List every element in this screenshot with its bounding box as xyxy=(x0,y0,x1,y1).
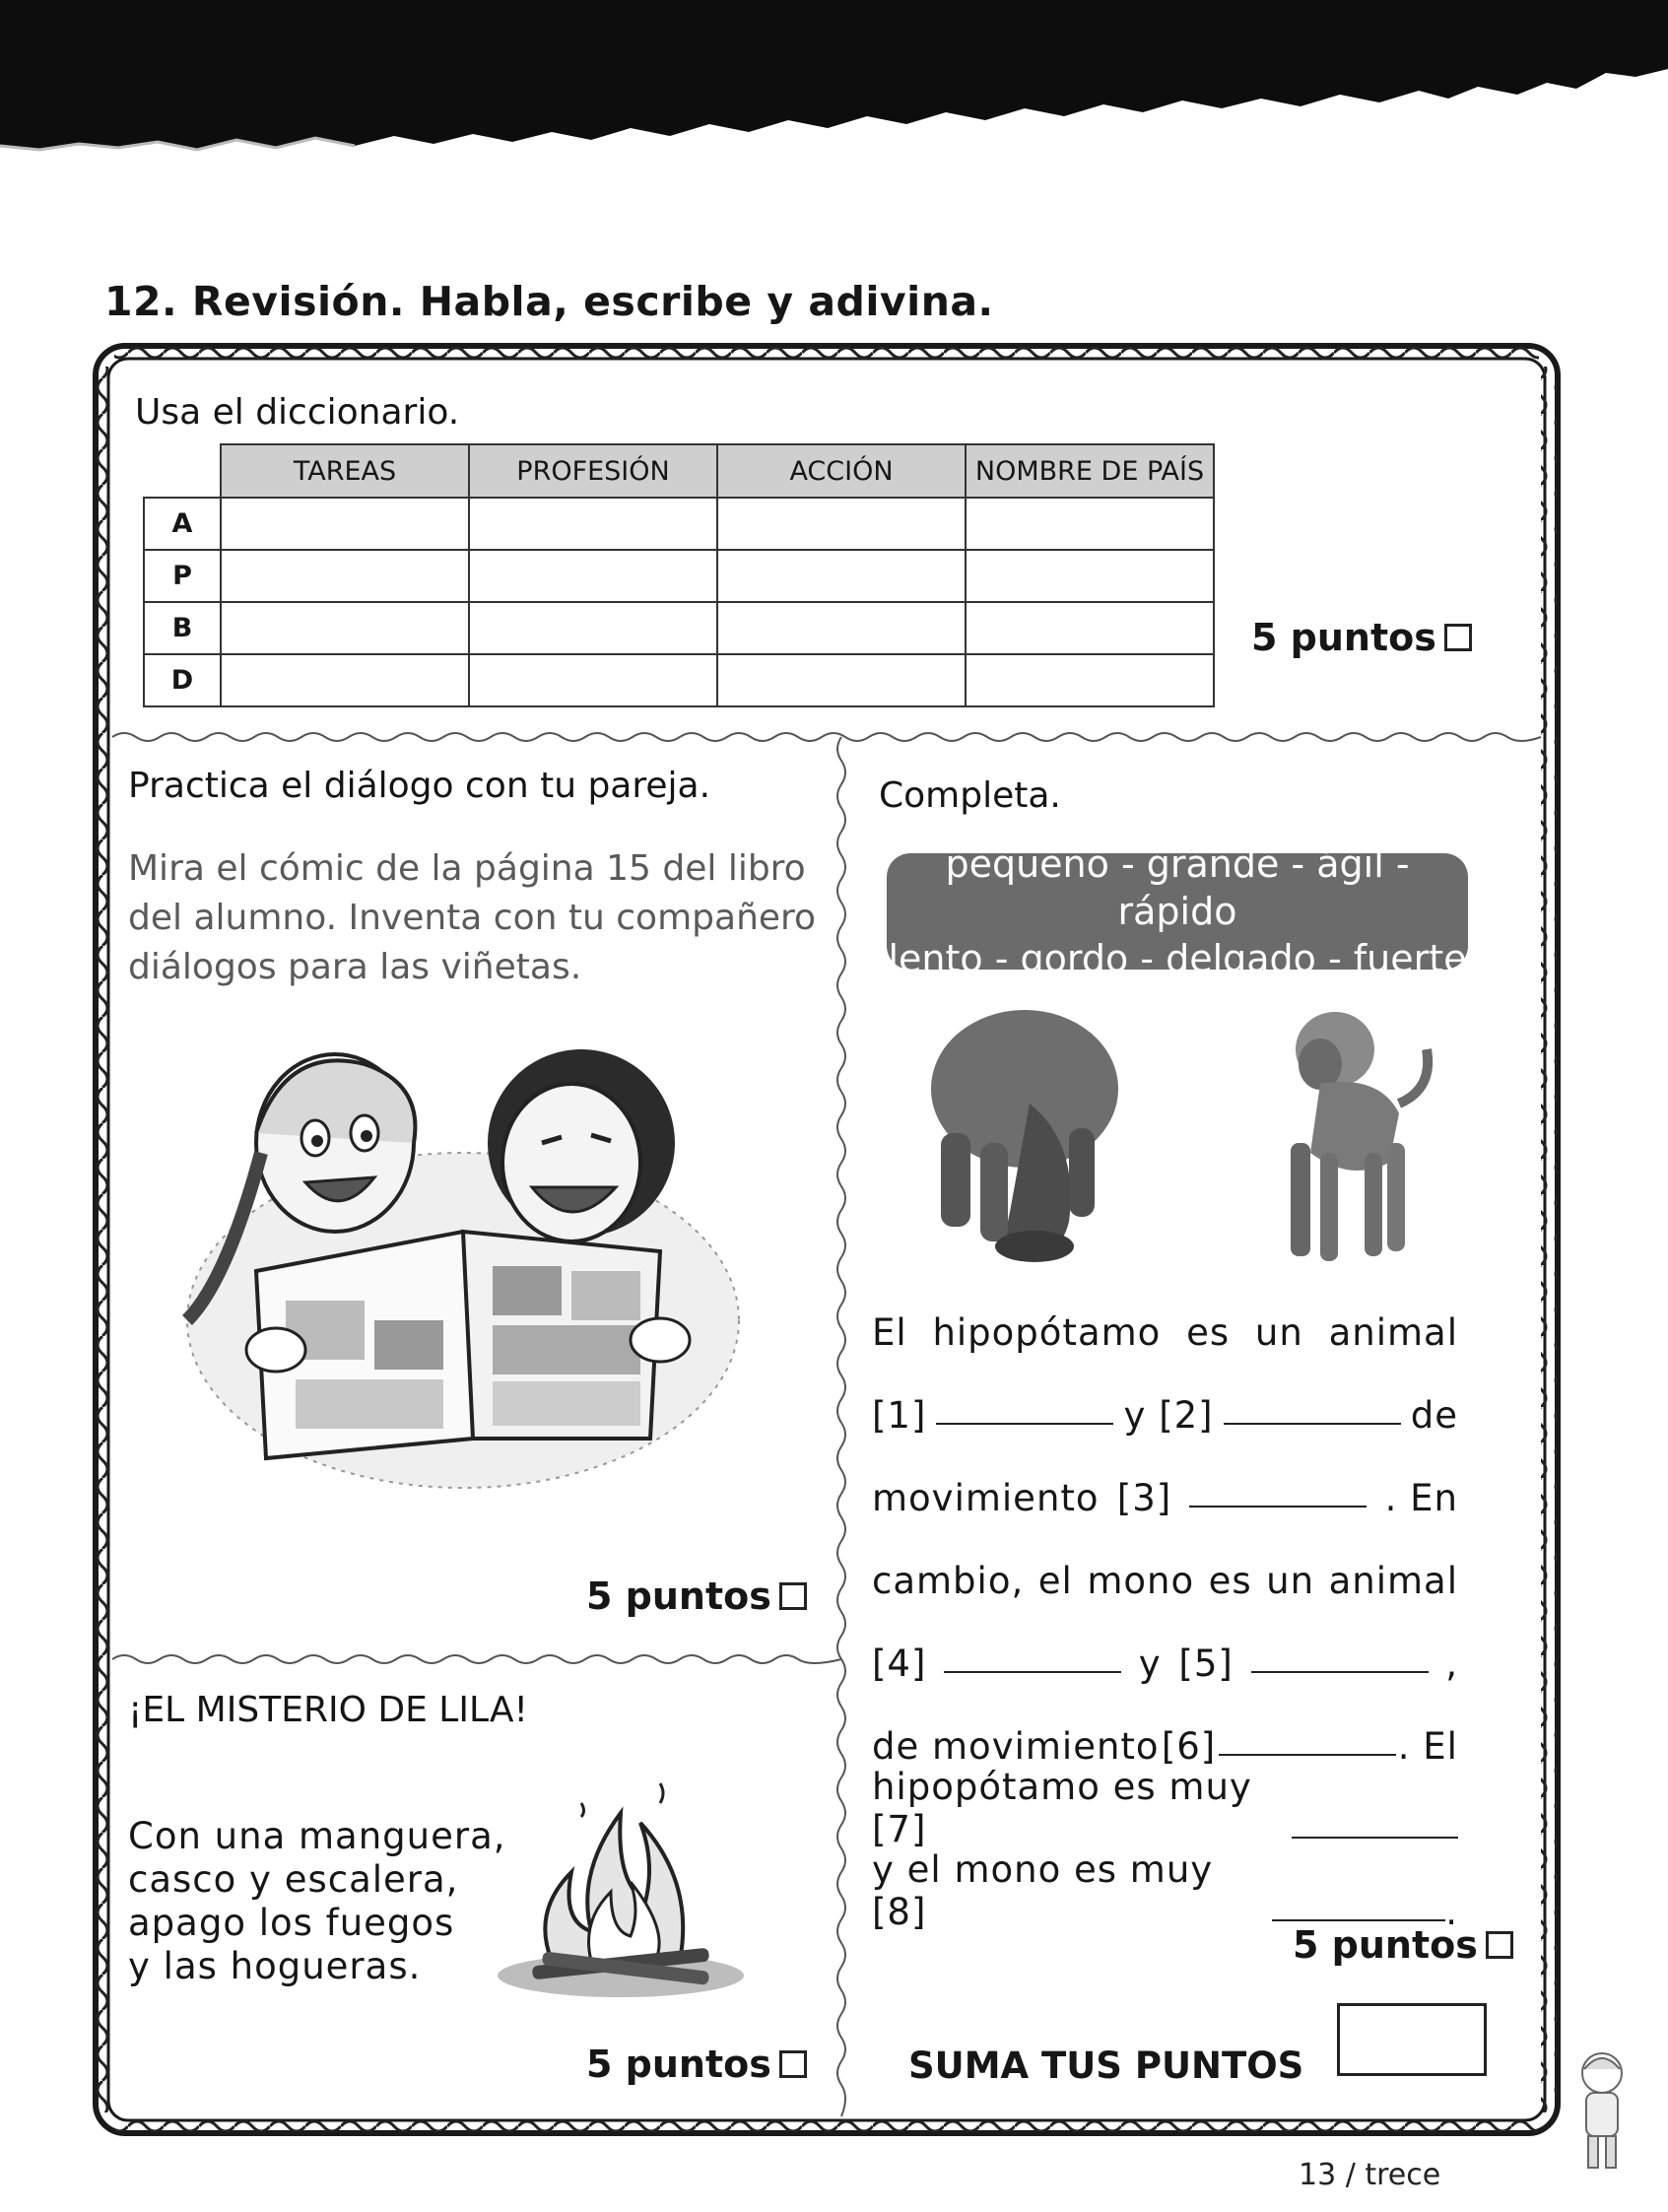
cloze-word: cambio, xyxy=(872,1560,1025,1602)
answer-blank-8[interactable] xyxy=(1272,1918,1445,1921)
answer-blank-6[interactable] xyxy=(1219,1753,1396,1756)
answer-cell[interactable] xyxy=(469,550,717,602)
answer-cell[interactable] xyxy=(966,602,1214,654)
girls-reading-comic-illustration xyxy=(167,1025,749,1498)
dialog-points xyxy=(586,1575,807,1618)
cloze-word: un xyxy=(1266,1560,1315,1602)
points-label: 5 puntos xyxy=(586,1575,771,1618)
word-bank-line: lento - gordo - delgado - fuerte xyxy=(888,937,1467,980)
riddle-line: apago los fuegos xyxy=(128,1902,455,1944)
answer-cell[interactable] xyxy=(966,654,1214,706)
cloze-word: [4] xyxy=(872,1642,927,1685)
table-header-row xyxy=(144,444,1214,498)
cloze-word: animal xyxy=(1328,1311,1458,1354)
cloze-word: hipopótamo es muy [7] xyxy=(872,1766,1252,1850)
column-header: ACCIÓN xyxy=(717,444,966,498)
instruction-line: diálogos para las viñetas. xyxy=(128,947,582,987)
cloze-word: [1] xyxy=(872,1394,927,1437)
baboon-photo xyxy=(1241,995,1438,1266)
answer-blank-3[interactable] xyxy=(1189,1505,1367,1508)
complete-points xyxy=(1293,1923,1513,1967)
cloze-word: , xyxy=(1445,1642,1458,1685)
cloze-word: . xyxy=(1445,1891,1458,1933)
answer-blank-1[interactable] xyxy=(936,1422,1113,1425)
answer-cell[interactable] xyxy=(221,498,469,550)
points-checkbox[interactable] xyxy=(1486,1931,1513,1959)
points-label: 5 puntos xyxy=(586,2043,771,2086)
answer-cell[interactable] xyxy=(469,498,717,550)
row-letter: A xyxy=(144,498,221,550)
cloze-word: mono xyxy=(1087,1560,1195,1602)
row-letter: D xyxy=(144,654,221,706)
cloze-word: y xyxy=(1138,1642,1162,1685)
answer-blank-2[interactable] xyxy=(1224,1422,1401,1425)
cloze-word: animal xyxy=(1328,1560,1458,1602)
cloze-line xyxy=(872,1768,1458,1850)
answer-cell[interactable] xyxy=(717,602,966,654)
answer-cell[interactable] xyxy=(221,550,469,602)
answer-blank-4[interactable] xyxy=(944,1670,1121,1673)
answer-cell[interactable] xyxy=(469,654,717,706)
points-checkbox[interactable] xyxy=(779,2050,807,2078)
cloze-line xyxy=(872,1437,1458,1519)
campfire-illustration xyxy=(483,1764,759,2000)
cloze-line xyxy=(872,1850,1458,1933)
row-letter: P xyxy=(144,550,221,602)
cloze-word: y el mono es muy [8] xyxy=(872,1848,1214,1933)
table-row xyxy=(144,498,1214,550)
total-label: SUMA TUS PUNTOS xyxy=(908,2044,1304,2087)
table-row xyxy=(144,602,1214,654)
cloze-word: de xyxy=(1410,1394,1458,1437)
column-header: TAREAS xyxy=(221,444,469,498)
cloze-word: es xyxy=(1208,1560,1252,1602)
table-corner xyxy=(144,444,221,498)
answer-cell[interactable] xyxy=(717,550,966,602)
points-label: 5 puntos xyxy=(1293,1923,1478,1967)
cloze-word: . El xyxy=(1397,1725,1458,1768)
answer-cell[interactable] xyxy=(966,498,1214,550)
dialog-title: Practica el diálogo con tu pareja. xyxy=(128,766,711,806)
points-checkbox[interactable] xyxy=(779,1582,807,1610)
answer-cell[interactable] xyxy=(966,550,1214,602)
dictionary-table xyxy=(143,443,1215,707)
exercise-heading: 12. Revisión. Habla, escribe y adivina. xyxy=(104,278,994,325)
complete-title: Completa. xyxy=(879,775,1061,816)
answer-blank-7[interactable] xyxy=(1292,1836,1458,1839)
cloze-line xyxy=(872,1354,1458,1437)
cloze-word: El xyxy=(872,1311,907,1354)
points-checkbox[interactable] xyxy=(1444,624,1472,651)
cloze-line xyxy=(872,1519,1458,1602)
riddle-line: y las hogueras. xyxy=(128,1945,422,1987)
riddle-points xyxy=(586,2043,807,2086)
dialog-instructions xyxy=(128,844,818,992)
points-label: 5 puntos xyxy=(1251,616,1436,659)
instruction-line: del alumno. Inventa con tu compañero xyxy=(128,898,817,938)
cloze-line xyxy=(872,1602,1458,1685)
cloze-word: hipopótamo xyxy=(932,1311,1162,1354)
cloze-word: de movimiento xyxy=(872,1725,1160,1768)
table-row xyxy=(144,654,1214,706)
riddle-text xyxy=(128,1815,522,1988)
cloze-line xyxy=(872,1685,1458,1768)
word-bank xyxy=(887,842,1468,980)
answer-cell[interactable] xyxy=(469,602,717,654)
cloze-word: el xyxy=(1037,1560,1073,1602)
cloze-word: [5] xyxy=(1178,1642,1234,1685)
column-header: PROFESIÓN xyxy=(469,444,717,498)
riddle-line: casco y escalera, xyxy=(128,1858,459,1901)
table-row xyxy=(144,550,1214,602)
cloze-word: es xyxy=(1186,1311,1231,1354)
page-number: 13 / trece xyxy=(1299,2158,1441,2192)
answer-cell[interactable] xyxy=(717,498,966,550)
torn-paper-header xyxy=(0,0,1668,158)
hippopotamus-photo xyxy=(921,995,1138,1266)
answer-cell[interactable] xyxy=(717,654,966,706)
riddle-title: ¡EL MISTERIO DE LILA! xyxy=(128,1690,528,1730)
cloze-text xyxy=(872,1271,1458,1933)
answer-cell[interactable] xyxy=(221,602,469,654)
cloze-word: [6] xyxy=(1161,1725,1217,1768)
riddle-line: Con una manguera, xyxy=(128,1815,506,1857)
word-bank-line: pequeño - grande - ágil - rápido xyxy=(945,842,1410,933)
cloze-line xyxy=(872,1271,1458,1354)
row-letter: B xyxy=(144,602,221,654)
dictionary-points xyxy=(1251,616,1472,659)
cloze-word: [3] xyxy=(1116,1477,1172,1519)
cloze-word: movimiento xyxy=(872,1477,1100,1519)
total-points-box[interactable] xyxy=(1337,2003,1487,2076)
cloze-word: un xyxy=(1254,1311,1303,1354)
cloze-word: y [2] xyxy=(1123,1394,1214,1437)
column-header: NOMBRE DE PAÍS xyxy=(966,444,1214,498)
kid-mascot-illustration xyxy=(1563,2047,1641,2176)
dictionary-title: Usa el diccionario. xyxy=(135,392,460,433)
instruction-line: Mira el cómic de la página 15 del libro xyxy=(128,848,806,889)
answer-blank-5[interactable] xyxy=(1251,1670,1429,1673)
cloze-word: . En xyxy=(1384,1477,1458,1519)
answer-cell[interactable] xyxy=(221,654,469,706)
